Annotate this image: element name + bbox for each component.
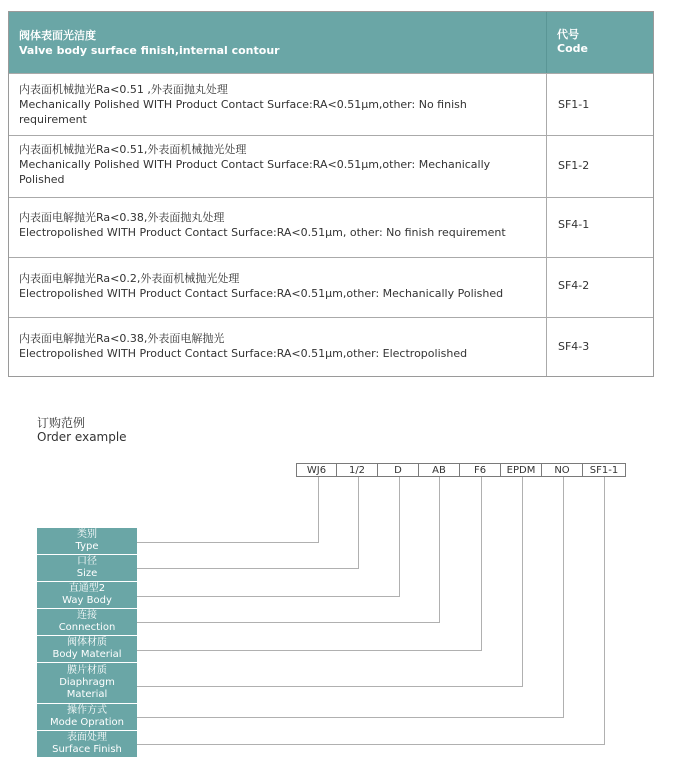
label-connection-en: Connection [58, 622, 116, 633]
row-desc-en: Electropolished WITH Product Contact Surface:RA<0.51μm,other: Mechanically Polished [19, 287, 504, 300]
label-size-cn: 口径 [77, 556, 97, 567]
header-desc-cn: 阀体表面光洁度 [19, 29, 96, 42]
label-size [37, 555, 137, 582]
code-box-diaphragm-material: EPDM [501, 463, 542, 477]
label-body-material-en: Body Material [52, 649, 122, 660]
connector-mode-operation [137, 477, 564, 718]
row-desc-cn: 内表面电解抛光Ra<0.38,外表面电解抛光 [19, 332, 225, 345]
row-code: SF1-2 [558, 159, 590, 172]
label-surface-finish-cn: 表面处理 [67, 732, 107, 743]
connector-diaphragm-material [137, 477, 523, 687]
label-mode-operation-en: Mode Opration [49, 717, 125, 728]
connector-connection [137, 477, 440, 623]
label-way-body-cn: 直通型2 [68, 583, 106, 594]
row-desc-cn: 内表面机械抛光Ra<0.51,外表面机械抛光处理 [19, 143, 247, 156]
label-mode-operation [37, 704, 137, 731]
code-box-type: WJ6 [296, 463, 337, 477]
label-diaphragm-material [37, 663, 137, 704]
label-diaphragm-material-cn: 膜片材质 [67, 665, 107, 676]
header-code-cn: 代号 [557, 28, 579, 41]
code-box-body-material: F6 [460, 463, 501, 477]
code-box-size: 1/2 [337, 463, 378, 477]
row-desc-en: Mechanically Polished WITH Product Contact Surface:RA<0.51μm,other: Mechanically Polished [19, 158, 491, 186]
code-box-mode-operation: NO [542, 463, 583, 477]
label-way-body [37, 582, 137, 609]
header-desc-en: Valve body surface finish,internal contour [19, 44, 280, 57]
row-desc-cn: 内表面电解抛光Ra<0.2,外表面机械抛光处理 [19, 272, 240, 285]
label-body-material [37, 636, 137, 663]
row-desc-en: Mechanically Polished WITH Product Contact Surface:RA<0.51μm,other: No finish requirement [19, 98, 467, 126]
row-code: SF4-2 [558, 279, 590, 292]
label-type-cn: 类别 [77, 529, 97, 540]
row-desc-cn: 内表面电解抛光Ra<0.38,外表面抛丸处理 [19, 211, 225, 224]
row-code: SF4-1 [558, 218, 590, 231]
connector-body-material [137, 477, 482, 651]
label-body-material-cn: 阀体材质 [67, 637, 107, 648]
connector-surface-finish [137, 477, 605, 745]
label-type [37, 528, 137, 555]
row-desc-en: Electropolished WITH Product Contact Surface:RA<0.51μm,other: Electropolished [19, 347, 468, 360]
label-type-en: Type [75, 541, 99, 552]
label-diaphragm-material-en: Diaphragm [59, 677, 115, 688]
label-diaphragm-material-en2: Material [66, 689, 108, 700]
connector-type [137, 477, 319, 543]
code-box-way-body: D [378, 463, 419, 477]
label-mode-operation-cn: 操作方式 [67, 705, 107, 716]
row-code: SF1-1 [558, 98, 590, 111]
label-size-en: Size [76, 568, 98, 579]
order-example-title-cn: 订购范例 [37, 416, 86, 430]
label-connection [37, 609, 137, 636]
code-box-connection: AB [419, 463, 460, 477]
connector-way-body [137, 477, 400, 597]
label-way-body-en: Way Body [62, 595, 112, 606]
code-box-surface-finish: SF1-1 [583, 463, 626, 477]
order-example-title-en: Order example [37, 430, 127, 444]
label-surface-finish [37, 731, 137, 758]
label-surface-finish-en: Surface Finish [52, 744, 122, 755]
connector-size [137, 477, 359, 569]
row-desc-cn: 内表面机械抛光Ra<0.51 ,外表面抛丸处理 [19, 83, 228, 96]
row-desc-en: Electropolished WITH Product Contact Surface:RA<0.51μm, other: No finish requirement [19, 226, 506, 239]
label-connection-cn: 连接 [77, 610, 97, 621]
header-code-en: Code [557, 42, 588, 55]
row-code: SF4-3 [558, 340, 590, 353]
